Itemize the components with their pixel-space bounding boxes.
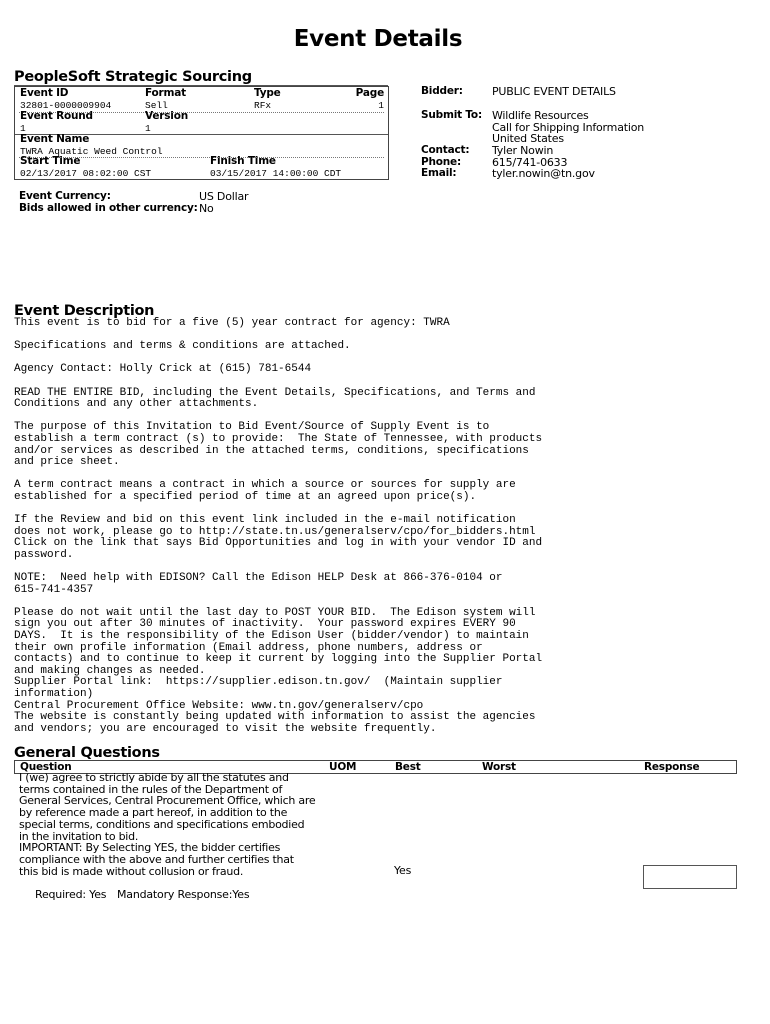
start-time-value: 02/13/2017 08:02:00 CST [20, 168, 152, 179]
event-description-text: This event is to bid for a five (5) year contract for agency: TWRA Specifications and terms & conditions are attached. Agency Contact: Holly Crick at (615) 781-6544 READ THE ENTIRE BID, including the Event Details, Specifications, and Terms and Conditions and any other attachments. The purpose of this Invitation to Bid Event/Source of Supply Event is to establish a term contract (s) to provide: The State of Tennessee, with products and/or services as described in the attached terms, conditions, specifications and price sheet. A term contract means a contract in which a source or sources for supply are established for a specified period of time at an agreed upon price(s). If the Review and bid on this event link included in the e-mail notification does not work, please go to http://state.tn.us/generalserv/cpo/for_bidders.html Click on the link that says Bid Opportunities and log in with your vendor ID and password. NOTE: Need help with EDISON? Call the Edison HELP Desk at 866-376-0104 or 615-741-4357 Please do not wait until the last day to POST YOUR BID. The Edison system will sign you out after 30 minutes of inactivity. Your password expires EVERY 90 DAYS. It is the responsibility of the Edison User (bidder/vendor) to maintain their own profile information (Email address, phone numbers, address or contacts) and to continue to keep it current by logging into the Supplier Portal and making changes as needed. Supplier Portal link: https://supplier.edison.tn.gov/ (Maintain supplier information) Central Procurement Office Website: www.tn.gov/generalserv/cpo The website is constantly being updated with information to assist the agencies and vendors; you are encouraged to visit the website frequently. [14, 317, 543, 735]
submit-to-label: Submit To: [421, 109, 482, 121]
submit-to-line: Call for Shipping Information [492, 120, 645, 134]
best-value: Yes [394, 864, 412, 877]
submit-to-line: United States [492, 132, 564, 145]
submit-to-line: Wildlife Resources [492, 109, 589, 122]
section-header: PeopleSoft Strategic Sourcing [14, 69, 252, 85]
mandatory-response-text: Mandatory Response:Yes [117, 888, 250, 901]
currency-value: US Dollar [199, 190, 249, 203]
col-response: Response [644, 761, 700, 773]
event-info-box [14, 86, 389, 180]
type-value: RFx [254, 100, 272, 111]
other-currency-label: Bids allowed in other currency: [19, 202, 198, 214]
col-worst: Worst [482, 761, 516, 773]
other-currency-value: No [199, 202, 214, 215]
response-input[interactable] [643, 865, 737, 889]
event-id-value: 32801-0000009904 [20, 100, 112, 111]
event-round-label: Event Round [20, 110, 93, 122]
contact-value: Tyler Nowin [492, 144, 554, 157]
format-label: Format [145, 87, 186, 99]
finish-time-value: 03/15/2017 14:00:00 CDT [210, 168, 342, 179]
event-description-header: Event Description [14, 303, 155, 319]
question-text: I (we) agree to strictly abide by all the statutes and terms contained in the rules of the Department of General Services, Central Procurement Office, which are by reference made a part hereof, in addition to the special terms, conditions and specifications embodied in the invitation to bid. IMPORTANT: By Selecting YES, the bidder certifies compliance with the above and further certifies that this bid is made without collusion or fraud. [19, 771, 316, 878]
bidder-label: Bidder: [421, 85, 463, 97]
format-value: Sell [145, 100, 168, 111]
version-label: Version [145, 110, 188, 122]
page-title: Event Details [293, 26, 463, 52]
start-time-label: Start Time [20, 155, 81, 167]
finish-time-label: Finish Time [210, 155, 276, 167]
event-id-label: Event ID [20, 87, 69, 99]
page-value: 1 [378, 100, 384, 111]
phone-value: 615/741-0633 [492, 155, 568, 169]
col-best: Best [395, 761, 421, 773]
version-value: 1 [145, 123, 151, 134]
col-question: Question [20, 761, 72, 773]
event-round-value: 1 [20, 123, 26, 134]
page-label: Page [355, 87, 384, 99]
email-label: Email: [421, 167, 457, 179]
required-text: Required: Yes [35, 888, 107, 901]
email-value: tyler.nowin@tn.gov [492, 167, 595, 180]
phone-label: Phone: [421, 155, 461, 168]
type-label: Type [254, 87, 281, 99]
event-name-value: TWRA Aquatic Weed Control [20, 146, 163, 157]
bidder-value: PUBLIC EVENT DETAILS [492, 85, 616, 98]
contact-label: Contact: [421, 144, 470, 156]
currency-label: Event Currency: [19, 190, 111, 202]
event-name-label: Event Name [20, 133, 90, 145]
col-uom: UOM [329, 761, 357, 773]
general-questions-header: General Questions [14, 745, 160, 761]
